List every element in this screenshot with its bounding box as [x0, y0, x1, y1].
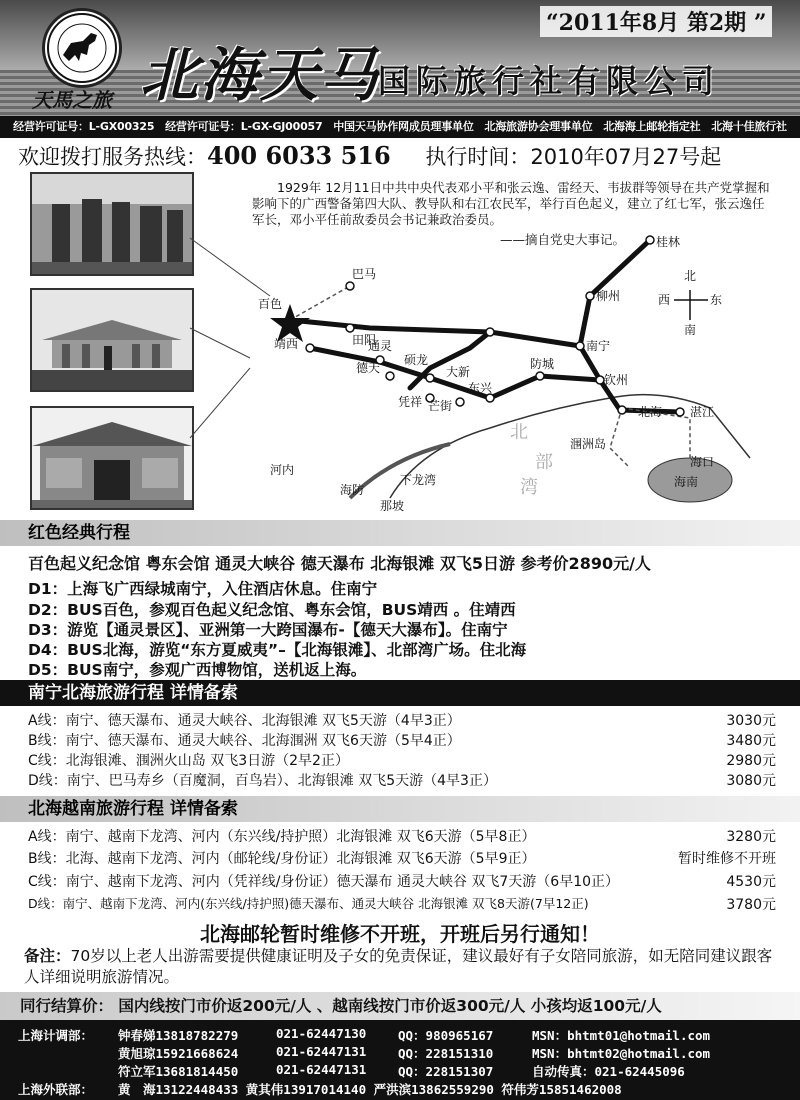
- map-label-detian: 德天: [356, 361, 381, 375]
- contact-1-qq: QQ：980965167: [398, 1028, 494, 1043]
- map-label-haiphong: 海防: [340, 483, 365, 497]
- red-tour-day-3: D3：游览【通灵景区】、亚洲第一大跨国瀑布-【德天大瀑布】。住南宁: [28, 621, 508, 639]
- compass-west: 西: [658, 293, 671, 307]
- contact-3-qq: QQ：228151307: [398, 1064, 494, 1079]
- nanning-row-b: B线：南宁、德天瀑布、通灵大峡谷、北海涠洲 双飞6天游（5早4正）: [28, 733, 461, 749]
- red-tour-title: 红色经典行程: [0, 520, 800, 546]
- contact-1-name: 钟春娣13818782279: [118, 1028, 239, 1043]
- map-label-liuzhou: 柳州: [596, 289, 621, 303]
- map-label-pingxiang: 凭祥: [398, 395, 423, 409]
- map-label-nanning: 南宁: [586, 339, 611, 353]
- compass-icon: [674, 290, 708, 320]
- vietnam-row-d: D线：南宁、越南下龙湾、河内(东兴线/持护照)德天瀑布、通灵大峡谷 北海银滩 双飞8天游(7早12正): [28, 896, 589, 911]
- photo-memorial-hall: [30, 288, 194, 392]
- map-label-bama: 巴马: [352, 267, 377, 281]
- exec-date: 执行时间：2010年07月27号起: [425, 145, 722, 169]
- red-tour-day-5: D5：BUS南宁，参观广西博物馆，送机返上海。: [28, 661, 367, 679]
- compass-north: 北: [684, 269, 697, 283]
- dept-planning-label: 上海计调部：: [18, 1028, 94, 1043]
- map-label-fangcheng: 防城: [530, 357, 555, 371]
- hotline-line: [18, 141, 721, 171]
- hotline-number[interactable]: 400 6033 516: [207, 141, 391, 170]
- red-tour-day-4: D4：BUS北海，游览“东方夏威夷”–【北海银滩】、北部湾广场。住北海: [28, 641, 527, 659]
- map-label-daxin: 大新: [446, 365, 471, 379]
- red-tour-day-2: D2：BUS百色，参观百色起义纪念馆、粤东会馆，BUS靖西 。住靖西: [28, 601, 516, 619]
- nanning-price-c: 2980元: [726, 753, 776, 769]
- map-label-haikou: 海口: [690, 455, 715, 469]
- map-label-baise: 百色: [258, 297, 283, 311]
- contact-2-name: 黄旭琼15921668624: [118, 1046, 239, 1061]
- vietnam-price-a: 3280元: [726, 829, 776, 845]
- nanning-price-d: 3080元: [726, 773, 776, 789]
- vietnam-row-c: C线：南宁、越南下龙湾、河内（凭祥线/身份证）德天瀑布 通灵大峡谷 双飞7天游（6早10正）: [28, 874, 620, 890]
- liaison-contacts: 黄 海13122448433 黄其伟13917014140 严洪滨13862559290 符伟芳15851462008: [118, 1082, 622, 1097]
- contact-3-fax: 自动传真：021-62445096: [532, 1064, 685, 1079]
- issue-label: “2011年8月 第2期 ”: [540, 6, 772, 37]
- nanning-price-b: 3480元: [726, 733, 776, 749]
- map-label-napo: 那坡: [380, 499, 405, 513]
- vietnam-row-b: B线：北海、越南下龙湾、河内（邮轮线/身份证）北海银滩 双飞6天游（5早9正）: [28, 851, 536, 867]
- map-label-hainan: 海南: [674, 475, 699, 489]
- brand-subtitle: 国际旅行社有限公司: [378, 62, 721, 100]
- settlement-bar: 同行结算价： 国内线按门市价返200元/人 、越南线按门市价返300元/人 小孩均返100元/人: [0, 992, 800, 1020]
- contact-1-msn[interactable]: MSN：bhtmt01@hotmail.com: [532, 1028, 711, 1043]
- license-bar: 经营许可证号：L-GX00325 经营许可证号：L-GX-GJ00057 中国天马协作网成员理事单位 北海旅游协会理事单位 北海海上邮轮指定社 北海十佳旅行社: [0, 116, 800, 138]
- vietnam-tour-title: 北海越南旅游行程 详情备索: [0, 796, 800, 822]
- history-quote: 1929年 12月11日中共中央代表邓小平和张云逸、雷经天、韦拔群等领导在共产党掌握和影响下的广西警备第四大队、教导队和右江农民军，举行百色起义，建立了红七军，张云逸任军长，邓小平任前敌委员会书记兼政治委员。: [252, 180, 770, 227]
- map-label-tongling: 通灵: [368, 339, 393, 353]
- nanning-price-a: 3030元: [726, 713, 776, 729]
- map-label-mangjie: 芒街: [428, 399, 453, 413]
- map-label-beihai: 北海: [638, 405, 663, 419]
- vietnam-row-a: A线：南宁、越南下龙湾、河内（东兴线/持护照）北海银滩 双飞6天游（5早8正）: [28, 829, 536, 845]
- remark-text: 70岁以上老人出游需要提供健康证明及子女的免责保证，建议最好有子女陪同旅游，如无陪同建议跟客人详细说明旅游情况。: [24, 947, 773, 986]
- map-label-tianyang: 田阳: [352, 333, 377, 347]
- logo-slogan: 天馬之旅: [32, 88, 112, 112]
- red-tour-headline: 百色起义纪念馆 粤东会馆 通灵大峡谷 德天瀑布 北海银滩 双飞5日游 参考价2890元/人: [28, 554, 651, 573]
- map-label-zhanjiang: 湛江: [690, 405, 715, 419]
- vietnam-price-b: 暂时维修不开班: [678, 851, 776, 867]
- red-tour-day-1: D1：上海飞广西绿城南宁，入住酒店休息。住南宁: [28, 580, 378, 598]
- contact-2-msn[interactable]: MSN：bhtmt02@hotmail.com: [532, 1046, 711, 1061]
- photo-connector-2: [190, 328, 250, 358]
- remark-block: [24, 946, 784, 988]
- compass-east: 东: [710, 293, 723, 307]
- contact-1-phone[interactable]: 021-62447130: [276, 1026, 367, 1041]
- map-label-halong: 下龙湾: [400, 473, 437, 487]
- map-label-hanoi: 河内: [270, 463, 295, 477]
- horse-logo: [42, 8, 122, 88]
- nanning-row-c: C线：北海银滩、涠洲火山岛 双飞3日游（2早2正）: [28, 753, 349, 769]
- map-sea-label-1: 北: [510, 422, 528, 443]
- hotline-label: 欢迎拨打服务热线：: [18, 145, 207, 169]
- contact-3-phone[interactable]: 021-62447131: [276, 1062, 367, 1077]
- photo-connector-1: [190, 238, 270, 296]
- map-label-qinzhou: 钦州: [604, 373, 629, 387]
- contacts-footer: [0, 1020, 800, 1100]
- quote-source: ——摘自党史大事记。: [500, 232, 626, 247]
- vietnam-price-c: 4530元: [726, 874, 776, 890]
- map-label-dongxing: 东兴: [468, 381, 493, 395]
- dashed-links: [290, 286, 690, 468]
- photo-guild-hall: [30, 406, 194, 510]
- map-sea-label-3: 湾: [520, 477, 538, 498]
- compass-south: 南: [684, 323, 697, 337]
- brand-title: 北海天马: [140, 41, 381, 109]
- vietnam-price-d: 3780元: [726, 897, 776, 913]
- photo-uprising-statue: [30, 172, 194, 276]
- photo-connector-3: [190, 368, 250, 438]
- cruise-notice: 北海邮轮暂时维修不开班，开班后另行通知！: [200, 922, 600, 946]
- map-sea-label-2: 部: [535, 452, 553, 473]
- map-label-jingxi: 靖西: [274, 337, 299, 351]
- nanning-row-d: D线：南宁、巴马寿乡（百魔洞，百鸟岩）、北海银滩 双飞5天游（4早3正）: [28, 773, 497, 789]
- map-label-guilin: 桂林: [656, 235, 681, 249]
- map-label-weizhou: 涠洲岛: [570, 437, 607, 451]
- contact-2-qq: QQ：228151310: [398, 1046, 494, 1061]
- contact-2-phone[interactable]: 021-62447131: [276, 1044, 367, 1059]
- nanning-row-a: A线：南宁、德天瀑布、通灵大峡谷、北海银滩 双飞5天游（4早3正）: [28, 713, 461, 729]
- remark-label: 备注：: [24, 947, 71, 965]
- nanning-tour-title: 南宁北海旅游行程 详情备索: [0, 680, 800, 706]
- dept-liaison-label: 上海外联部：: [18, 1082, 94, 1097]
- contact-3-name: 符立军13681814450: [118, 1064, 239, 1079]
- map-label-shuolong: 硕龙: [404, 353, 429, 367]
